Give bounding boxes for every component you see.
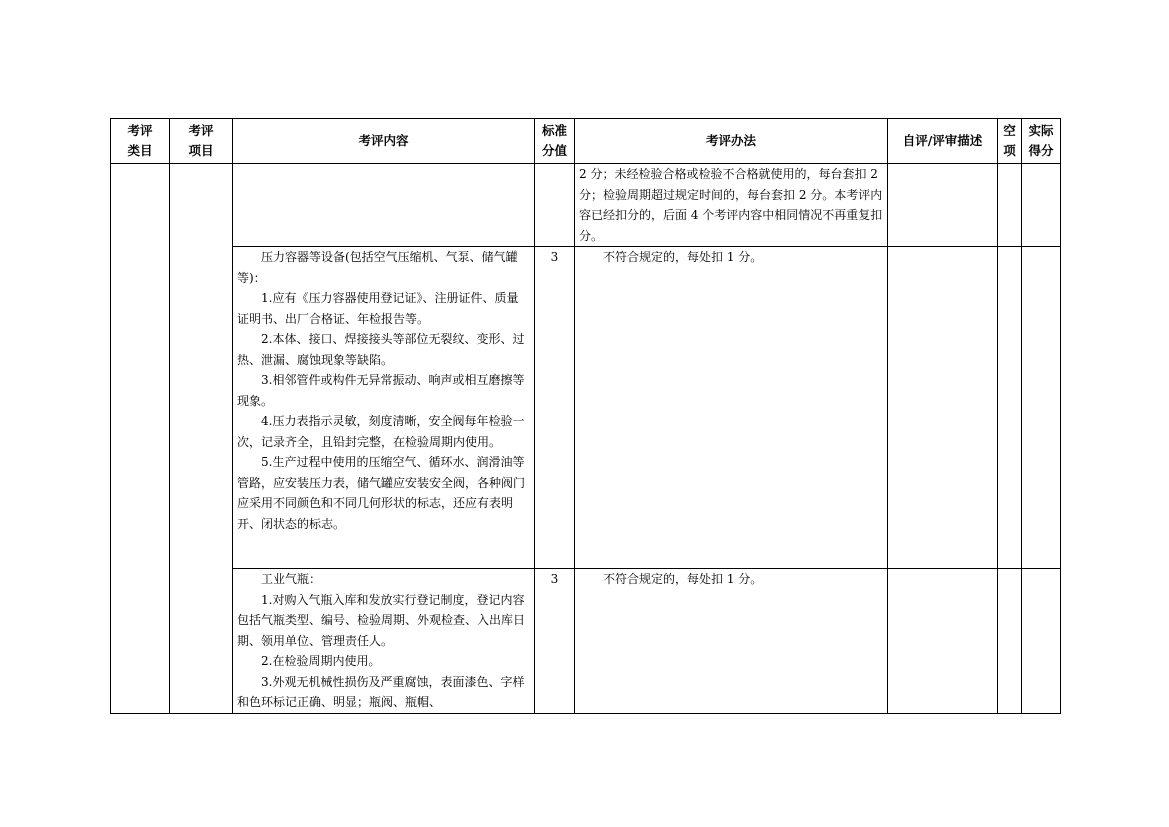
header-self-review: 自评/评审描述 (888, 119, 998, 164)
empty-item-cell (998, 569, 1022, 714)
method-text: 不符合规定的，每处扣 1 分。 (603, 250, 763, 264)
empty-item-cell (998, 247, 1022, 569)
content-paragraph: 工业气瓶： (261, 572, 322, 586)
header-item: 考评 项目 (170, 119, 233, 164)
table-row (111, 247, 1061, 569)
header-actual-score: 实际 得分 (1022, 119, 1061, 164)
content-cell (233, 164, 535, 247)
method-text: 2 分；未经检验合格或检验不合格就使用的，每台套扣 2 分；检验周期超过规定时间的，每台套扣 2 分。本考评内容已经扣分的，后面 4 个考评内容中相同情况不再重复扣分。 (579, 167, 883, 243)
table-row (111, 569, 1061, 714)
content-paragraph: 3.外观无机械性损伤及严重腐蚀，表面漆色、字样和色环标记正确、明显；瓶阀、瓶帽、 (237, 674, 525, 709)
score-cell: 3 (535, 247, 575, 569)
method-text: 不符合规定的，每处扣 1 分。 (603, 572, 763, 586)
self-review-cell (888, 247, 998, 569)
actual-score-cell (1022, 569, 1061, 714)
self-review-cell (888, 569, 998, 714)
header-empty-item: 空 项 (998, 119, 1022, 164)
header-category: 考评 类目 (111, 119, 170, 164)
content-cell (233, 247, 535, 569)
content-cell (233, 569, 535, 714)
evaluation-table (110, 118, 1061, 714)
table-header-row (111, 119, 1061, 164)
table-row (111, 164, 1061, 247)
method-cell (575, 247, 888, 569)
content-paragraph: 1.应有《压力容器使用登记证》、注册证件、质量证明书、出厂合格证、年检报告等。 (237, 291, 519, 326)
header-content: 考评内容 (233, 119, 535, 164)
content-paragraph: 2.在检验周期内使用。 (261, 654, 381, 668)
category-cell (111, 164, 170, 714)
self-review-cell (888, 164, 998, 247)
header-method: 考评办法 (575, 119, 888, 164)
actual-score-cell (1022, 247, 1061, 569)
method-cell (575, 569, 888, 714)
score-cell: 3 (535, 569, 575, 714)
content-paragraph: 5.生产过程中使用的压缩空气、循环水、润滑油等管路，应安装压力表，储气罐应安装安全阀，各种阀门应采用不同颜色和不同几何形状的标志，还应有表明开、闭状态的标志。 (237, 455, 526, 531)
content-paragraph: 3.相邻管件或构件无异常振动、响声或相互磨擦等现象。 (237, 373, 525, 408)
empty-item-cell (998, 164, 1022, 247)
actual-score-cell (1022, 164, 1061, 247)
content-paragraph: 1.对购入气瓶入库和发放实行登记制度，登记内容包括气瓶类型、编号、检验周期、外观检查、入出库日期、领用单位、管理责任人。 (237, 592, 526, 648)
header-standard-score: 标准 分值 (535, 119, 575, 164)
score-cell (535, 164, 575, 247)
content-paragraph: 2.本体、接口、焊接接头等部位无裂纹、变形、过热、泄漏、腐蚀现象等缺陷。 (237, 332, 525, 367)
content-paragraph: 压力容器等设备(包括空气压缩机、气泵、储气罐等)： (237, 250, 518, 285)
method-cell (575, 164, 888, 247)
item-cell (170, 164, 233, 714)
content-paragraph: 4.压力表指示灵敏，刻度清晰，安全阀每年检验一次，记录齐全，且铅封完整，在检验周期内使用。 (237, 414, 525, 449)
